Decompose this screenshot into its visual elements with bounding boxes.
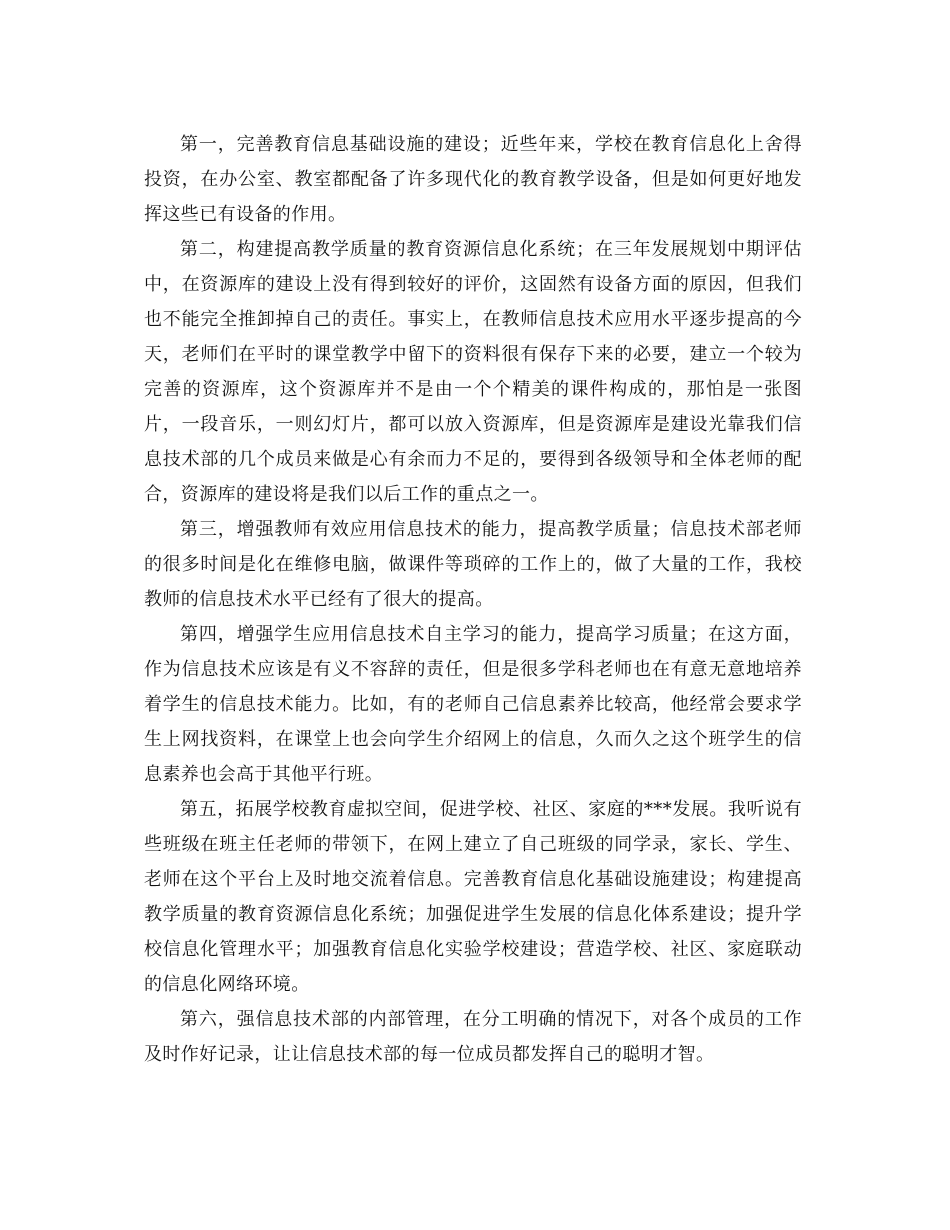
paragraph-1: 第一，完善教育信息基础设施的建设；近些年来，学校在教育信息化上舍得投资，在办公室、教室都配备了许多现代化的教育教学设备，但是如何更好地发挥这些已有设备的作用。 [144,134,802,225]
paragraph-3: 第三，增强教师有效应用信息技术的能力，提高教学质量；信息技术部老师的很多时间是化在维修电脑，做课件等琐碎的工作上的，做了大量的工作，我校教师的信息技术水平已经有了很大的提高。 [144,519,802,610]
paragraph-5: 第五，拓展学校教育虚拟空间，促进学校、社区、家庭的***发展。我听说有些班级在班主任老师的带领下，在网上建立了自己班级的同学录，家长、学生、老师在这个平台上及时地交流着信息。完善教育信息化基础设施建设；构建提高教学质量的教育资源信息化系统；加强促进学生发展的信息化体系建设；提升学校信息化管理水平；加强教育信息化实验学校建设；营造学校、社区、家庭联动的信息化网络环境。 [144,799,802,995]
document-body [144,127,802,1072]
paragraph-4: 第四，增强学生应用信息技术自主学习的能力，提高学习质量；在这方面，作为信息技术应该是有义不容辞的责任，但是很多学科老师也在有意无意地培养着学生的信息技术能力。比如，有的老师自己信息素养比较高，他经常会要求学生上网找资料，在课堂上也会向学生介绍网上的信息，久而久之这个班学生的信息素养也会高于其他平行班。 [144,624,802,785]
paragraph-2: 第二，构建提高教学质量的教育资源信息化系统；在三年发展规划中期评估中，在资源库的建设上没有得到较好的评价，这固然有设备方面的原因，但我们也不能完全推卸掉自己的责任。事实上，在教师信息技术应用水平逐步提高的今天，老师们在平时的课堂教学中留下的资料很有保存下来的必要，建立一个较为完善的资源库，这个资源库并不是由一个个精美的课件构成的，那怕是一张图片，一段音乐，一则幻灯片，都可以放入资源库，但是资源库是建设光靠我们信息技术部的几个成员来做是心有余而力不足的，要得到各级领导和全体老师的配合，资源库的建设将是我们以后工作的重点之一。 [144,239,802,505]
paragraph-6: 第六，强信息技术部的内部管理，在分工明确的情况下，对各个成员的工作及时作好记录，让让信息技术部的每一位成员都发挥自己的聪明才智。 [144,1009,802,1065]
